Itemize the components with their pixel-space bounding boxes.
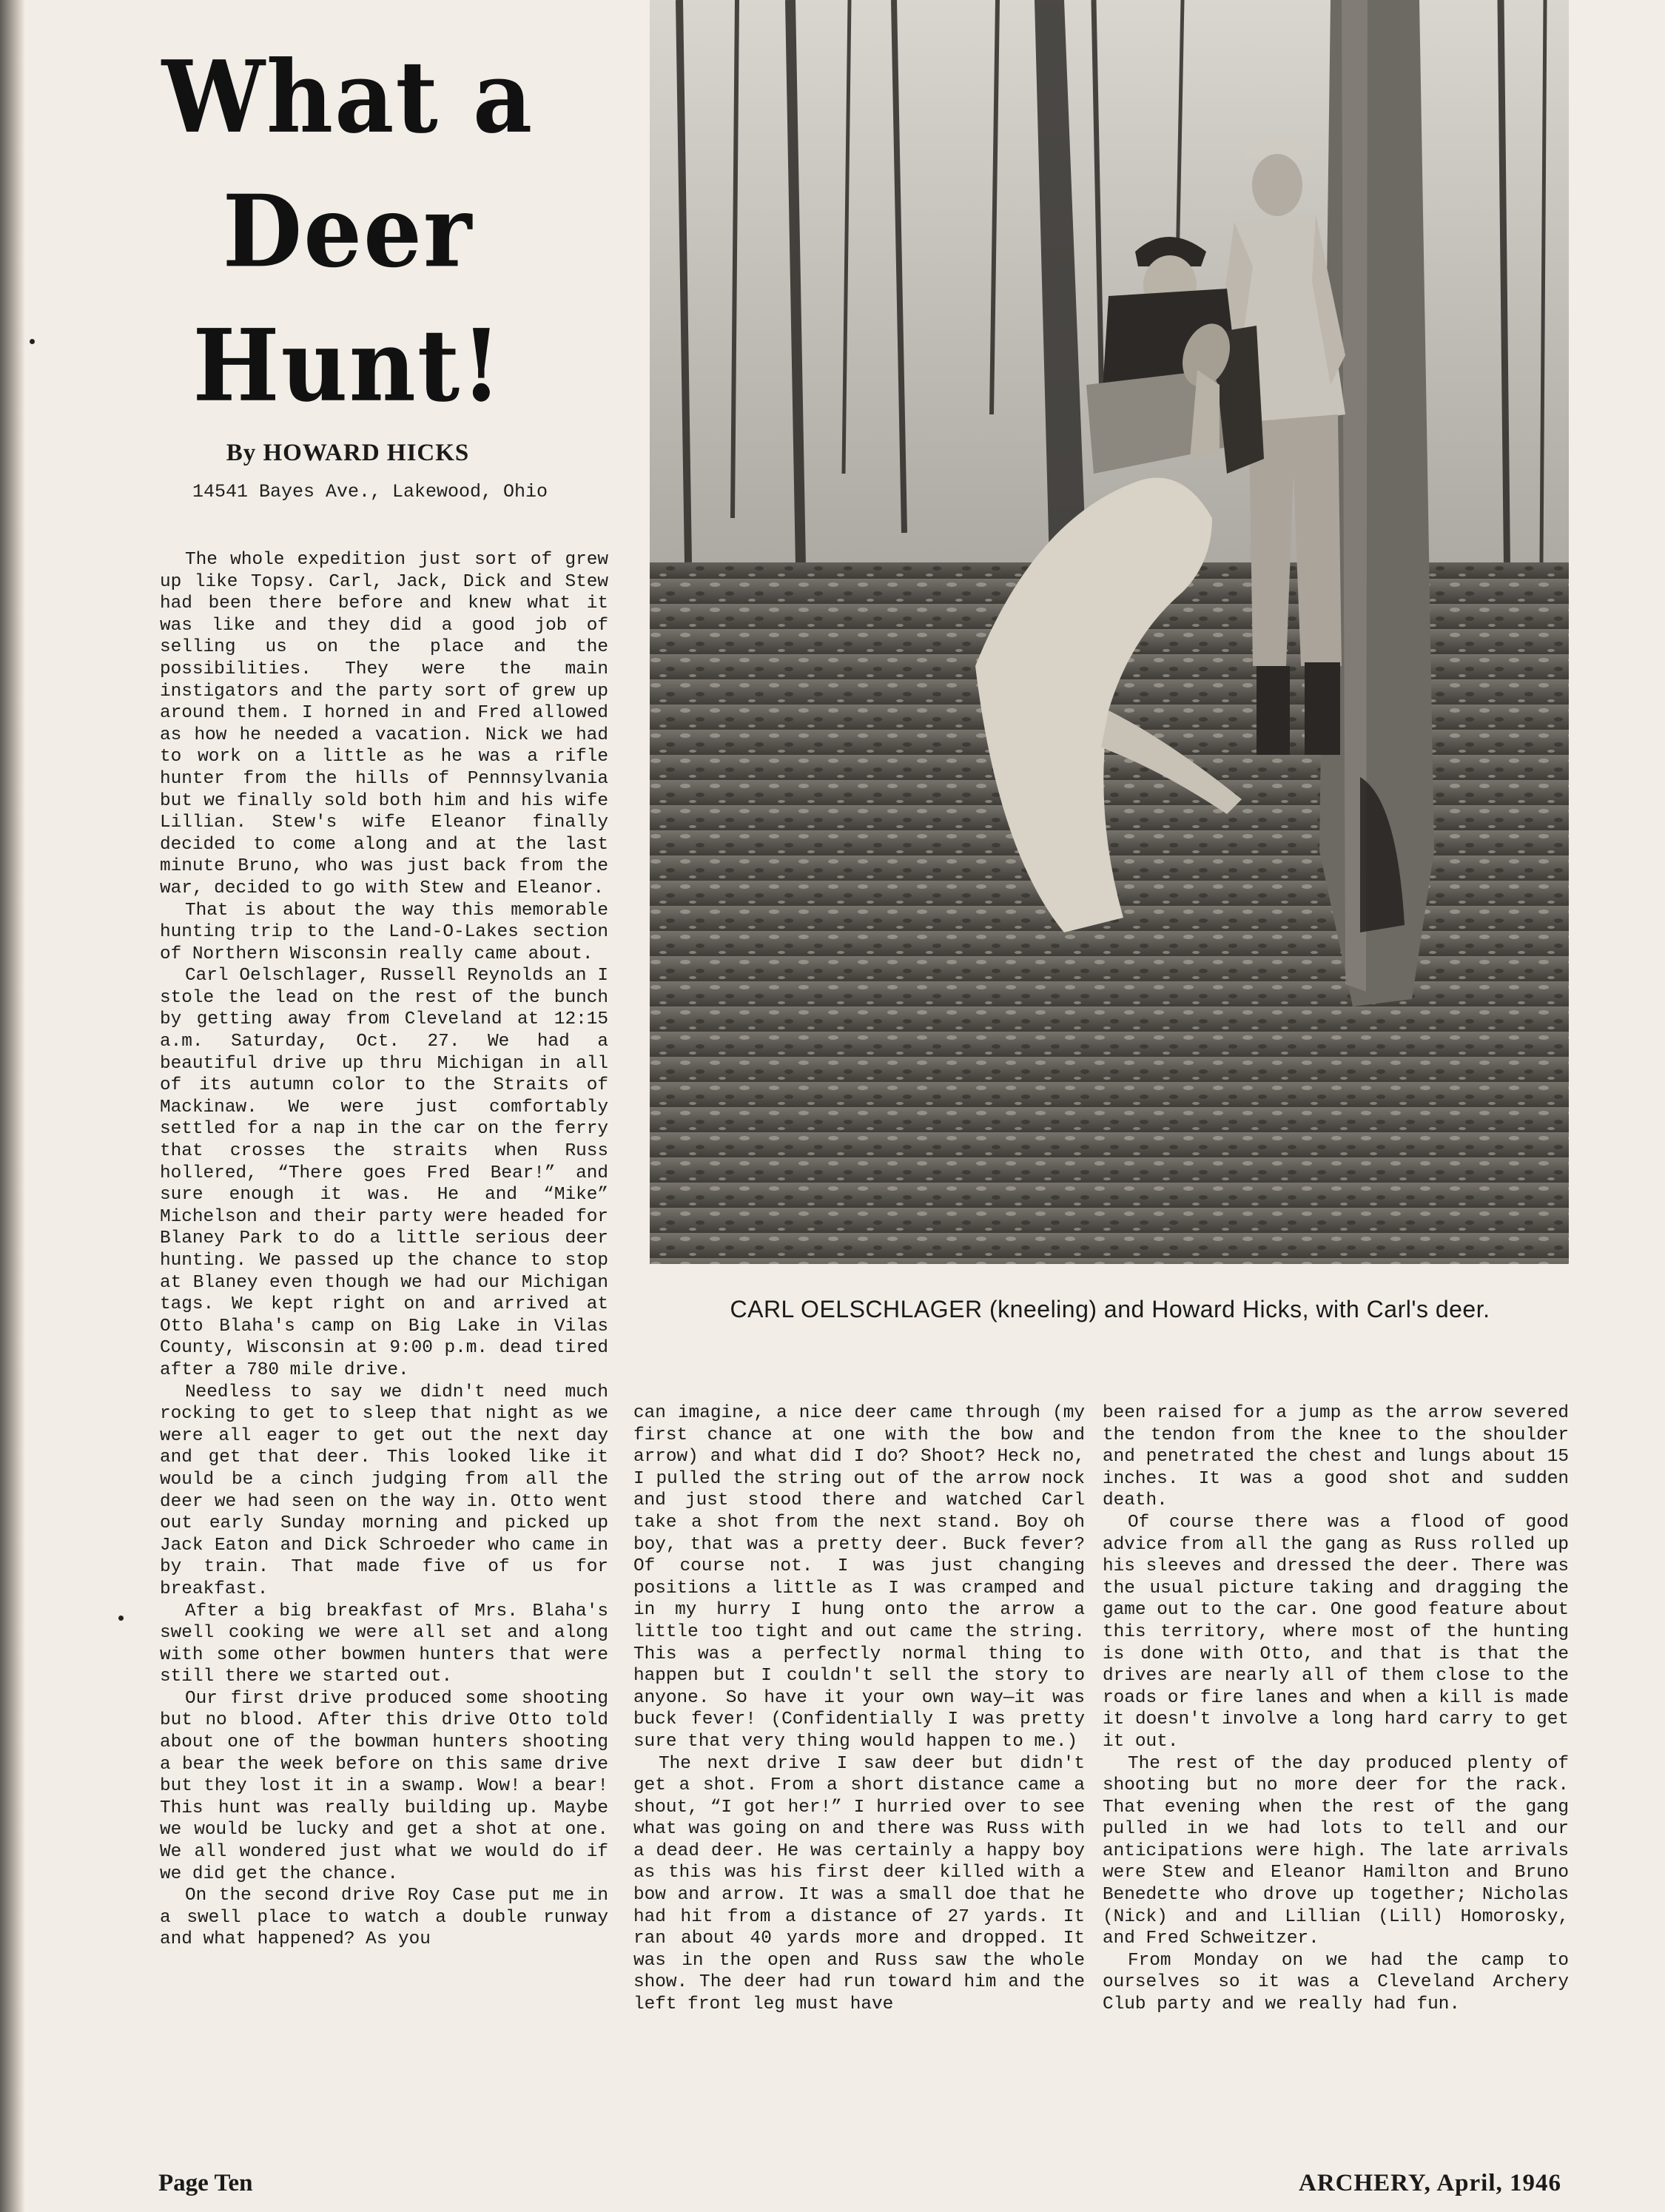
paragraph: The rest of the day produced plenty of shooting but no more deer for the rack. That evening when the rest of the gang pulled in we had lots to tell and our anticipations were high. The late arrivals were Stew and Eleanor Hamilton and Bruno Benedette who drove up together; Nicholas (Nick) and and Lillian (Lill) Homorosky, and Fred Schweitzer. [1103,1753,1569,1949]
gutter-mark [30,339,35,344]
title-line-2: Deer [222,174,474,290]
photo-caption: CARL OELSCHLAGER (kneeling) and Howard Hicks, with Carl's deer. [730,1296,1490,1322]
paragraph: Needless to say we didn't need much rocking to get to sleep that night as we were all eager to get out the next day and get that deer. This looked like it would be a cinch judging from all the deer we had seen on the way in. Otto went out early Sunday morning and picked up Jack Eaton and Dick Schroeder who came in by train. That made five of us for breakfast. [160,1382,608,1599]
paragraph: The whole expedition just sort of grew up like Topsy. Carl, Jack, Dick and Stew had been there before and knew what it was like and they did a good job of selling us on the place and the possibilities. They were the main instigators and the party sort of grew up around them. I horned in and Fred allowed as how he needed a vacation. Nick we had to work on a little as he was a rifle hunter from the hills of Pennnsylvania but we finally sold both him and his wife Lillian. Stew's wife Eleanor finally decided to come along and at the last minute Bruno, who was just back from the war, decided to go with Stew and Eleanor. [160,550,608,898]
article-column-3 [1103,1402,1569,2016]
paragraph: Carl Oelschlager, Russell Reynolds an I stole the lead on the rest of the bunch by getting away from Cleveland at 12:15 a.m. Saturday, Oct. 27. We had a beautiful drive up thru Michigan in all of its autumn color to the Straits of Mackinaw. We were just comfortably settled for a nap in the car on the ferry that crosses the straits when Russ hollered, “There goes Fred Bear!” and sure enough it was. He and “Mike” Michelson and their party were headed for Blaney Park to do a little serious deer hunting. We passed up the chance to stop at Blaney even though we had our Michigan tags. We kept right on and arrived at Otto Blaha's camp on Big Lake in Vilas County, Wisconsin at 9:00 p.m. dead tired after a 780 mile drive. [160,966,608,1380]
author-address: 14541 Bayes Ave., Lakewood, Ohio [192,481,548,502]
paragraph: can imagine, a nice deer came through (my first chance at one with the bow and arrow) and what did I do? Shoot? Heck no, I pulled the string out of the arrow nock and just stood there and watched Carl take a shot from the next stand. Boy oh boy, that was a pretty deer. Buck fever? Of course not. I was just changing positions a little as I was cramped and in my hurry I hung onto the arrow a little too tight and out came the string. This was a perfectly normal thing to happen but I couldn't sell the story to anyone. So have it your own way—it was buck fever! (Confidentially I was pretty sure that very thing would happen to me.) [633,1403,1085,1752]
gutter-mark [118,1616,124,1621]
page-number: Page Ten [158,2170,253,2196]
paragraph: The next drive I saw deer but didn't get a shot. From a short distance came a shout, “I got her!” I hurried over to see what was going on and there was Russ with a dead deer. He was certainly a happy boy as this was his first deer killed with a bow and arrow. It was a small doe that he had hit from a distance of 27 yards. It ran about 40 yards more and dropped. It was in the open and Russ saw the whole show. The deer had run toward him and the left front leg must have [633,1753,1085,2015]
paragraph: From Monday on we had the camp to ourselves so it was a Cleveland Archery Club party and we really had fun. [1103,1950,1569,2015]
byline: By HOWARD HICKS [226,440,470,466]
photo-illustration [650,0,1569,1264]
paragraph: That is about the way this memorable hunting trip to the Land-O-Lakes section of Northern Wisconsin really came about. [160,900,608,964]
title-line-3: Hunt! [192,308,503,425]
binding-edge [0,0,25,2212]
article-title [126,31,570,434]
paragraph: Of course there was a flood of good advice from all the gang as Russ rolled up his sleeves and dressed the deer. There was the usual picture taking and dragging the game out to the car. One good feature about this territory, where most of the hunting is done with Otto, and that is that the drives are nearly all of them close to the roads or fire lanes and when a kill is made it doesn't involve a long hard carry to get it out. [1103,1512,1569,1752]
title-line-1: What a [161,39,534,156]
paragraph: been raised for a jump as the arrow severed the tendon from the knee to the shoulder and penetrated the chest and lungs about 15 inches. It was a good shot and sudden death. [1103,1403,1569,1511]
article-column-1 [160,549,608,1951]
article-column-2 [633,1402,1085,2016]
hunting-photo [650,0,1569,1264]
paragraph: After a big breakfast of Mrs. Blaha's swell cooking we were all set and along with some other bowmen hunters that were still there we started out. [160,1601,608,1687]
magazine-issue: ARCHERY, April, 1946 [1299,2170,1561,2196]
paragraph: Our first drive produced some shooting but no blood. After this drive Otto told about one of the bowman hunters shooting a bear the week before on this same drive but they lost it in a swamp. Wow! a bear! This hunt was really building up. Maybe we would be lucky and get a shot at one. We all wondered just what we would do if we did get the chance. [160,1688,608,1884]
paragraph: On the second drive Roy Case put me in a swell place to watch a double runway and what happened? As you [160,1886,608,1950]
